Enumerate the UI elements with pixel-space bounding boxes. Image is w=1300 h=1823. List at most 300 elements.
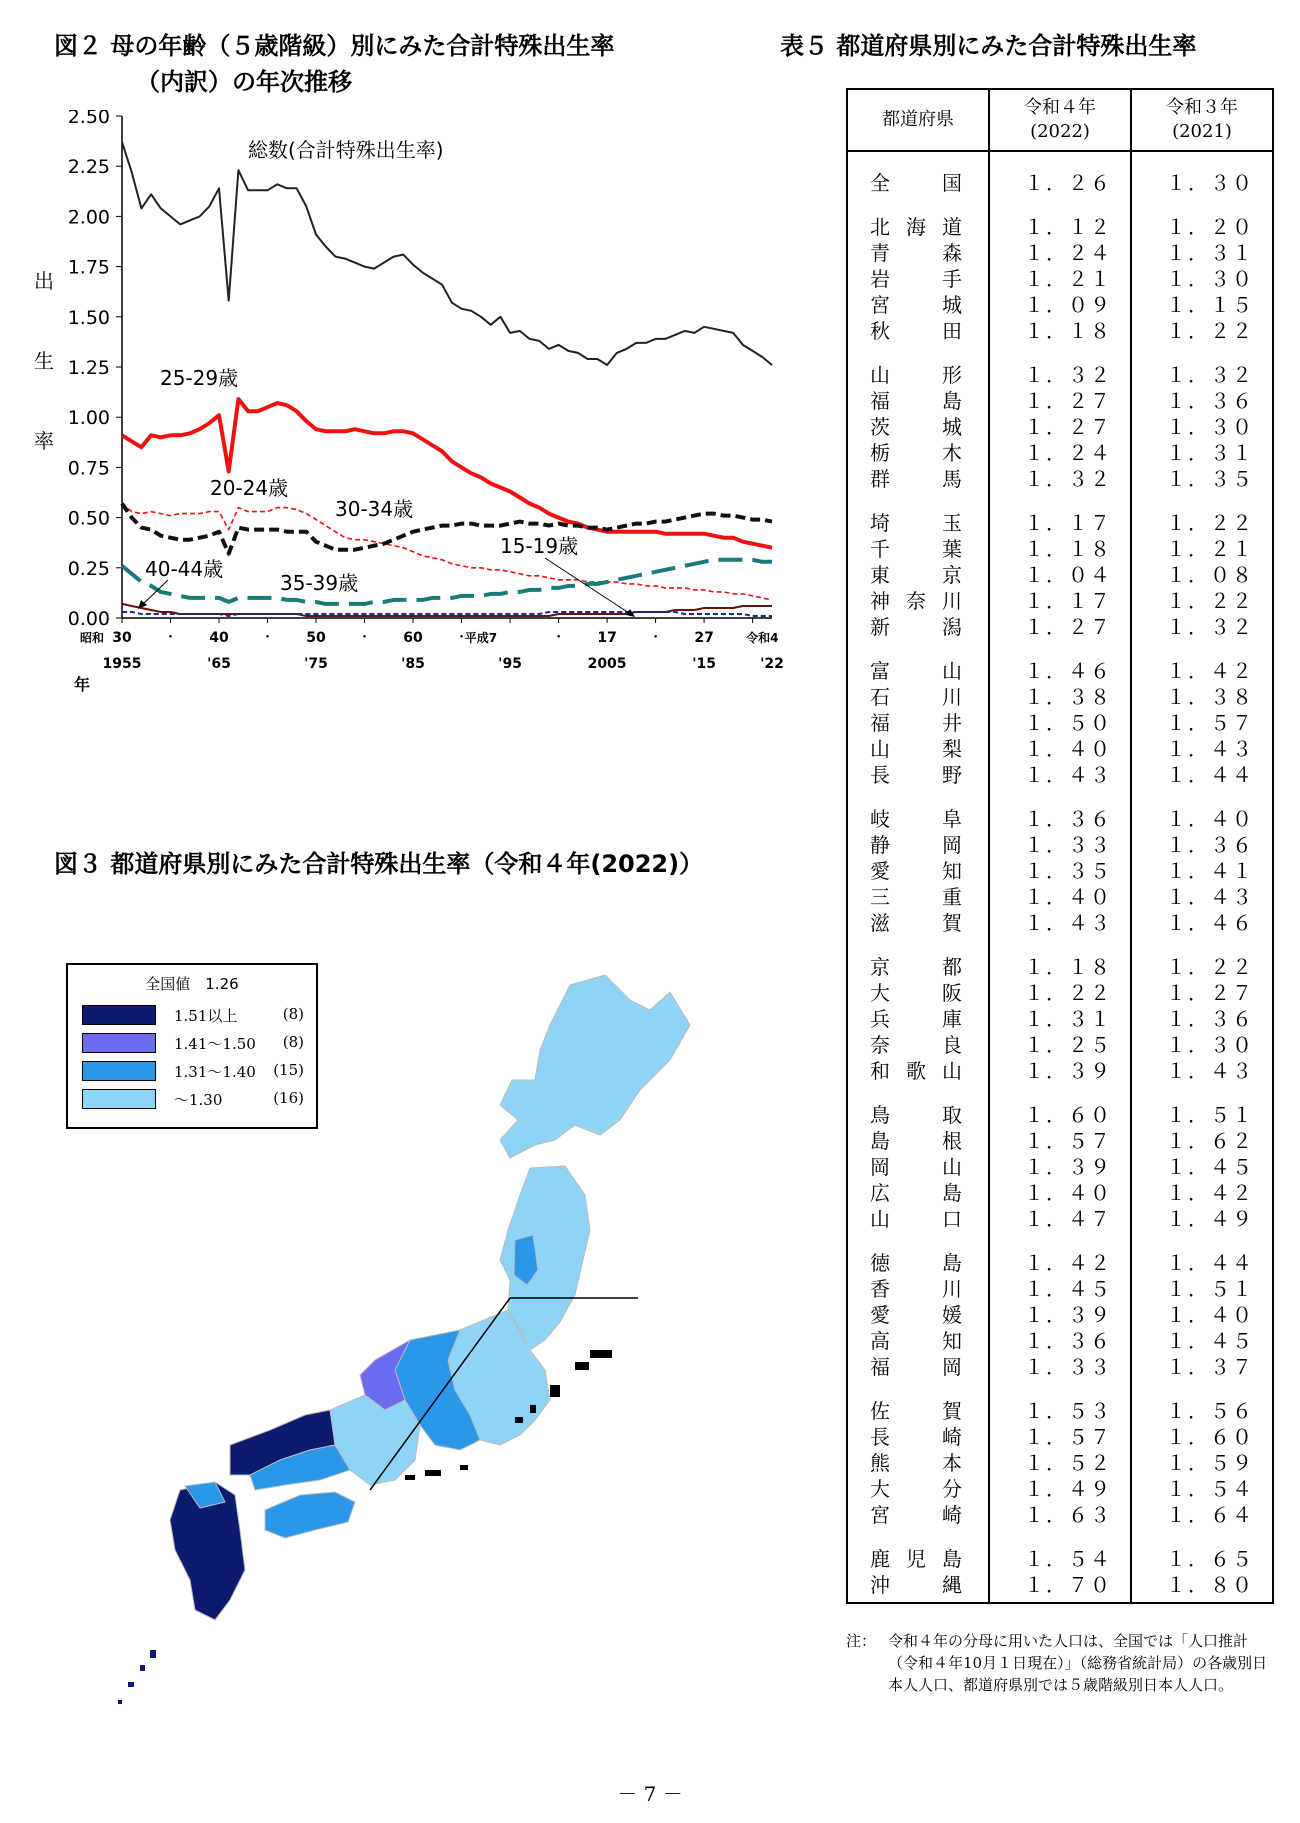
prefecture-name — [847, 710, 989, 736]
rate-2021: １．２２ — [1131, 510, 1273, 536]
legend-swatch — [82, 1005, 156, 1025]
x-tick-year-label: 2005 — [587, 656, 627, 672]
prefecture-char: 分 — [942, 1477, 962, 1501]
group-spacer — [847, 1528, 1273, 1546]
group-spacer — [847, 936, 1273, 954]
x-tick-dot: ・ — [260, 630, 275, 646]
prefecture-char: 川 — [942, 1277, 962, 1301]
prefecture-name — [847, 588, 989, 614]
table-row — [847, 1398, 1273, 1424]
rate-2022: １．３９ — [989, 1302, 1131, 1328]
x-tick-era-label: 平成7 — [464, 631, 498, 645]
x-tick-year-label: '75 — [304, 656, 328, 672]
legend-item — [82, 1061, 304, 1083]
prefecture-char: 三 — [870, 885, 890, 909]
prefecture-table-body — [847, 151, 1273, 1603]
rate-2021: １．２７ — [1131, 980, 1273, 1006]
rate-2022: １．３３ — [989, 832, 1131, 858]
prefecture-char: 愛 — [870, 1303, 890, 1327]
prefecture-char: 都 — [942, 955, 962, 979]
rate-2021: １．５６ — [1131, 1398, 1273, 1424]
prefecture-name — [847, 214, 989, 240]
prefecture-char: 静 — [870, 833, 890, 857]
prefecture-char: 兵 — [870, 1007, 890, 1031]
prefecture-name — [847, 1128, 989, 1154]
prefecture-name — [847, 292, 989, 318]
prefecture-name — [847, 318, 989, 344]
rate-2022: １．１７ — [989, 588, 1131, 614]
table-row — [847, 440, 1273, 466]
prefecture-char: 新 — [870, 615, 890, 639]
table-row — [847, 388, 1273, 414]
prefecture-char: 鹿 — [870, 1547, 890, 1571]
prefecture-char: 岡 — [942, 833, 962, 857]
rate-2021: １．５４ — [1131, 1476, 1273, 1502]
prefecture-name — [847, 658, 989, 684]
legend-count: (8) — [282, 1033, 304, 1051]
rate-2022: １．１８ — [989, 954, 1131, 980]
rate-2022: １．３９ — [989, 1154, 1131, 1180]
rate-2022: １．４０ — [989, 1180, 1131, 1206]
map-region-hokkaido — [500, 975, 690, 1158]
table-row — [847, 980, 1273, 1006]
legend-label: 1.41～1.50 — [174, 1035, 256, 1053]
table-row — [847, 1206, 1273, 1232]
rate-2021: １．２２ — [1131, 318, 1273, 344]
prefecture-name — [847, 536, 989, 562]
rate-2022: １．２７ — [989, 414, 1131, 440]
series-label: 40-44歳 — [145, 557, 224, 581]
prefecture-char: 国 — [942, 171, 962, 195]
table-row — [847, 684, 1273, 710]
prefecture-char: 岐 — [870, 807, 890, 831]
rate-2022: １．１２ — [989, 214, 1131, 240]
header-2022-year: (2022) — [1030, 121, 1090, 142]
x-tick-era-label: 昭和 — [79, 631, 105, 645]
table-row — [847, 1102, 1273, 1128]
x-tick-year-label: '85 — [401, 656, 425, 672]
series-line-total — [122, 142, 772, 365]
rate-2022: １．１７ — [989, 510, 1131, 536]
prefecture-name — [847, 1572, 989, 1603]
prefecture-char: 賀 — [942, 911, 962, 935]
prefecture-char: 高 — [870, 1329, 890, 1353]
prefecture-char: 城 — [942, 415, 962, 439]
page-number: － 7 － — [617, 1782, 683, 1806]
prefecture-char: 道 — [942, 215, 962, 239]
prefecture-char: 山 — [870, 363, 890, 387]
table-row — [847, 318, 1273, 344]
table-row — [847, 954, 1273, 980]
legend-label: ～1.30 — [174, 1091, 223, 1109]
prefecture-name — [847, 1450, 989, 1476]
prefecture-char: 全 — [870, 171, 890, 195]
prefecture-char: 井 — [942, 711, 962, 735]
table-row — [847, 1502, 1273, 1528]
rate-2021: １．３６ — [1131, 832, 1273, 858]
group-spacer — [847, 1380, 1273, 1398]
series-label: 35-39歳 — [280, 571, 359, 595]
header-2021-year: (2021) — [1172, 121, 1232, 142]
prefecture-char: 島 — [942, 1547, 962, 1571]
rate-2022: １．３２ — [989, 362, 1131, 388]
x-tick-dot: ・ — [648, 630, 663, 646]
prefecture-char: 崎 — [942, 1425, 962, 1449]
y-tick-label: 2.50 — [67, 110, 110, 128]
legend-count: (15) — [273, 1061, 304, 1079]
header-prefecture: 都道府県 — [847, 89, 989, 151]
table-row — [847, 910, 1273, 936]
prefecture-char: 森 — [942, 241, 962, 265]
table-row — [847, 762, 1273, 788]
prefecture-name — [847, 510, 989, 536]
prefecture-char: 川 — [942, 589, 962, 613]
prefecture-name — [847, 1546, 989, 1572]
group-spacer — [847, 788, 1273, 806]
rate-2022: １．５４ — [989, 1546, 1131, 1572]
legend-label: 1.31～1.40 — [174, 1063, 256, 1081]
rate-2021: １．２１ — [1131, 536, 1273, 562]
fig2-title-line1: 図２ 母の年齢（５歳階級）別にみた合計特殊出生率 — [54, 32, 615, 60]
prefecture-char: 海 — [906, 215, 926, 239]
group-spacer — [847, 1232, 1273, 1250]
prefecture-char: 口 — [942, 1207, 962, 1231]
prefecture-char: 長 — [870, 763, 890, 787]
y-axis-label-char: 生 — [34, 349, 54, 373]
map-region-shikoku — [265, 1492, 355, 1538]
rate-2022: １．５３ — [989, 1398, 1131, 1424]
prefecture-name — [847, 1006, 989, 1032]
rate-2021: １．４６ — [1131, 910, 1273, 936]
prefecture-char: 滋 — [870, 911, 890, 935]
x-tick-dot: ・ — [357, 630, 372, 646]
prefecture-char: 富 — [870, 659, 890, 683]
header-2021 — [1131, 89, 1273, 151]
rate-2021: １．３８ — [1131, 684, 1273, 710]
y-tick-label: 2.00 — [67, 206, 110, 229]
prefecture-char: 埼 — [870, 511, 890, 535]
x-tick-era-label: 27 — [694, 630, 714, 646]
prefecture-char: 群 — [870, 467, 890, 491]
table-row — [847, 614, 1273, 640]
prefecture-char: 沖 — [870, 1573, 890, 1597]
prefecture-char: 大 — [870, 981, 890, 1005]
fig3-title: 図３ 都道府県別にみた合計特殊出生率（令和４年(2022)） — [54, 850, 704, 878]
x-tick-dot: ・ — [163, 630, 178, 646]
table-row — [847, 1250, 1273, 1276]
group-spacer — [847, 151, 1273, 170]
rate-2021: １．５１ — [1131, 1276, 1273, 1302]
series-line-30-34 — [122, 504, 772, 554]
prefecture-name — [847, 980, 989, 1006]
rate-2021: １．３６ — [1131, 1006, 1273, 1032]
prefecture-char: 宮 — [870, 293, 890, 317]
prefecture-name — [847, 614, 989, 640]
x-tick-era-label: 17 — [597, 630, 617, 646]
table-row — [847, 1572, 1273, 1603]
x-tick-year-label: '65 — [207, 656, 231, 672]
prefecture-char: 和 — [870, 1059, 890, 1083]
prefecture-char: 潟 — [942, 615, 962, 639]
table-row — [847, 658, 1273, 684]
table-row — [847, 170, 1273, 196]
prefecture-name — [847, 736, 989, 762]
rate-2022: １．７０ — [989, 1572, 1131, 1603]
rate-2022: １．１８ — [989, 536, 1131, 562]
x-tick-era-label: 30 — [112, 630, 132, 646]
prefecture-char: 縄 — [942, 1573, 962, 1597]
rate-2022: １．０９ — [989, 292, 1131, 318]
prefecture-name — [847, 1180, 989, 1206]
prefecture-char: 島 — [942, 389, 962, 413]
table-row — [847, 1180, 1273, 1206]
prefecture-name — [847, 414, 989, 440]
prefecture-char: 青 — [870, 241, 890, 265]
rate-2022: １．５７ — [989, 1128, 1131, 1154]
legend-swatch — [82, 1061, 156, 1081]
table-row — [847, 806, 1273, 832]
prefecture-char: 奈 — [870, 1033, 890, 1057]
rate-2021: １．４３ — [1131, 884, 1273, 910]
prefecture-name — [847, 1032, 989, 1058]
x-tick-dot: ・ — [551, 630, 566, 646]
prefecture-char: 城 — [942, 293, 962, 317]
prefecture-name — [847, 1354, 989, 1380]
table5-title: 表５ 都道府県別にみた合計特殊出生率 — [780, 32, 1197, 60]
group-spacer — [847, 640, 1273, 658]
prefecture-char: 徳 — [870, 1251, 890, 1275]
prefecture-name — [847, 362, 989, 388]
x-tick-year-label: '22 — [760, 656, 784, 672]
rate-2021: １．３０ — [1131, 266, 1273, 292]
rate-2022: １．５０ — [989, 710, 1131, 736]
rate-2022: １．２７ — [989, 388, 1131, 414]
prefecture-name — [847, 806, 989, 832]
prefecture-name — [847, 1398, 989, 1424]
table-row — [847, 1546, 1273, 1572]
rate-2022: １．６０ — [989, 1102, 1131, 1128]
prefecture-char: 山 — [942, 659, 962, 683]
y-tick-label: 1.50 — [67, 306, 110, 329]
prefecture-char: 良 — [942, 1033, 962, 1057]
table-row — [847, 292, 1273, 318]
prefecture-name — [847, 388, 989, 414]
rate-2022: １．４０ — [989, 884, 1131, 910]
table-row — [847, 214, 1273, 240]
x-axis-label: 年 — [73, 675, 91, 694]
rate-2022: １．４５ — [989, 1276, 1131, 1302]
prefecture-char: 媛 — [942, 1303, 962, 1327]
prefecture-char: 京 — [870, 955, 890, 979]
prefecture-char: 秋 — [870, 319, 890, 343]
rate-2022: １．２４ — [989, 440, 1131, 466]
prefecture-char: 福 — [870, 711, 890, 735]
rate-2022: １．４６ — [989, 658, 1131, 684]
prefecture-char: 神 — [870, 589, 890, 613]
y-axis-label-char: 率 — [34, 429, 54, 453]
prefecture-char: 手 — [942, 267, 962, 291]
prefecture-char: 根 — [942, 1129, 962, 1153]
prefecture-name — [847, 1302, 989, 1328]
prefecture-name — [847, 1102, 989, 1128]
rate-2021: １．３６ — [1131, 388, 1273, 414]
rate-2022: １．２７ — [989, 614, 1131, 640]
prefecture-name — [847, 440, 989, 466]
x-tick-year-label: '95 — [498, 656, 522, 672]
series-line-20-24 — [122, 504, 772, 600]
x-tick-era-label: 40 — [209, 630, 229, 646]
prefecture-char: 重 — [942, 885, 962, 909]
rate-2022: １．３５ — [989, 858, 1131, 884]
rate-2021: １．３０ — [1131, 1032, 1273, 1058]
x-tick-year-label: '15 — [692, 656, 716, 672]
prefecture-name — [847, 1276, 989, 1302]
fig2-title-line2: （内訳）の年次推移 — [136, 68, 352, 96]
table-row — [847, 414, 1273, 440]
rate-2022: １．４２ — [989, 1250, 1131, 1276]
group-spacer — [847, 196, 1273, 214]
prefecture-char: 大 — [870, 1477, 890, 1501]
y-tick-label: 0.75 — [67, 457, 110, 480]
prefecture-char: 賀 — [942, 1399, 962, 1423]
prefecture-name — [847, 1502, 989, 1528]
prefecture-char: 葉 — [942, 537, 962, 561]
prefecture-char: 山 — [870, 1207, 890, 1231]
prefecture-char: 知 — [942, 859, 962, 883]
series-label: 総数(合計特殊出生率) — [248, 138, 444, 162]
rate-2022: １．２５ — [989, 1032, 1131, 1058]
prefecture-char: 鳥 — [870, 1103, 890, 1127]
prefecture-char: 本 — [942, 1451, 962, 1475]
rate-2021: １．３１ — [1131, 240, 1273, 266]
rate-2022: １．３３ — [989, 1354, 1131, 1380]
prefecture-char: 馬 — [942, 467, 962, 491]
table-row — [847, 1032, 1273, 1058]
rate-2022: １．０４ — [989, 562, 1131, 588]
x-tick-era-label: 50 — [306, 630, 326, 646]
prefecture-char: 千 — [870, 537, 890, 561]
prefecture-char: 東 — [870, 563, 890, 587]
prefecture-char: 奈 — [906, 589, 926, 613]
legend-item — [82, 1005, 304, 1027]
prefecture-char: 山 — [870, 737, 890, 761]
series-label: 30-34歳 — [335, 497, 414, 521]
rate-2021: １．２２ — [1131, 588, 1273, 614]
prefecture-name — [847, 1206, 989, 1232]
rate-2021: １．４３ — [1131, 1058, 1273, 1084]
y-tick-label: 2.25 — [67, 156, 110, 179]
prefecture-char: 福 — [870, 1355, 890, 1379]
rate-2021: １．４９ — [1131, 1206, 1273, 1232]
y-tick-label: 0.00 — [67, 608, 110, 630]
rate-2021: １．３０ — [1131, 170, 1273, 196]
rate-2021: １．８０ — [1131, 1572, 1273, 1603]
prefecture-char: 取 — [942, 1103, 962, 1127]
prefecture-char: 梨 — [942, 737, 962, 761]
rate-2021: １．３７ — [1131, 1354, 1273, 1380]
rate-2021: １．５９ — [1131, 1450, 1273, 1476]
rate-2022: １．３８ — [989, 684, 1131, 710]
prefecture-name — [847, 858, 989, 884]
table-row — [847, 1302, 1273, 1328]
table-row — [847, 240, 1273, 266]
y-tick-label: 1.75 — [67, 256, 110, 279]
rate-2022: １．３２ — [989, 466, 1131, 492]
table-row — [847, 884, 1273, 910]
table-row — [847, 362, 1273, 388]
prefecture-char: 福 — [870, 389, 890, 413]
y-axis-label-char: 出 — [34, 269, 54, 293]
prefecture-name — [847, 170, 989, 196]
prefecture-char: 玉 — [942, 511, 962, 535]
rate-2022: １．２６ — [989, 170, 1131, 196]
prefecture-char: 宮 — [870, 1503, 890, 1527]
legend-item — [82, 1089, 304, 1111]
rate-2021: １．４４ — [1131, 1250, 1273, 1276]
prefecture-name — [847, 1424, 989, 1450]
rate-2021: １．３１ — [1131, 440, 1273, 466]
map-islands — [118, 1650, 156, 1704]
rate-2022: １．５２ — [989, 1450, 1131, 1476]
table-row — [847, 266, 1273, 292]
rate-2021: １．４３ — [1131, 736, 1273, 762]
prefecture-char: 岡 — [942, 1355, 962, 1379]
prefecture-name — [847, 1154, 989, 1180]
header-2022 — [989, 89, 1131, 151]
series-label: 25-29歳 — [160, 366, 239, 390]
rate-2021: １．１５ — [1131, 292, 1273, 318]
table-row — [847, 1154, 1273, 1180]
table-row — [847, 1328, 1273, 1354]
x-tick-dot: ・ — [454, 630, 469, 646]
prefecture-name — [847, 266, 989, 292]
prefecture-char: 香 — [870, 1277, 890, 1301]
rate-2021: １．４１ — [1131, 858, 1273, 884]
table-row — [847, 536, 1273, 562]
legend-swatch — [82, 1089, 156, 1109]
prefecture-name — [847, 1058, 989, 1084]
rate-2021: １．６５ — [1131, 1546, 1273, 1572]
rate-2022: １．４９ — [989, 1476, 1131, 1502]
prefecture-char: 愛 — [870, 859, 890, 883]
x-tick-era-label: 令和4 — [746, 631, 779, 645]
rate-2022: １．３６ — [989, 1328, 1131, 1354]
rate-2022: １．６３ — [989, 1502, 1131, 1528]
rate-2021: １．２０ — [1131, 214, 1273, 240]
map-legend — [66, 963, 318, 1129]
rate-2021: １．４２ — [1131, 658, 1273, 684]
prefecture-char: 佐 — [870, 1399, 890, 1423]
prefecture-char: 岡 — [870, 1155, 890, 1179]
rate-2021: １．４２ — [1131, 1180, 1273, 1206]
rate-2021: １．４４ — [1131, 762, 1273, 788]
prefecture-char: 北 — [870, 215, 890, 239]
rate-2021: １．５７ — [1131, 710, 1273, 736]
rate-2022: １．４３ — [989, 762, 1131, 788]
prefecture-char: 阪 — [942, 981, 962, 1005]
prefecture-char: 島 — [942, 1181, 962, 1205]
prefecture-table — [846, 88, 1274, 1604]
prefecture-char: 田 — [942, 319, 962, 343]
rate-2021: １．４０ — [1131, 806, 1273, 832]
prefecture-name — [847, 884, 989, 910]
prefecture-char: 野 — [942, 763, 962, 787]
prefecture-name — [847, 1250, 989, 1276]
rate-2022: １．５７ — [989, 1424, 1131, 1450]
prefecture-name — [847, 240, 989, 266]
rate-2021: １．３０ — [1131, 414, 1273, 440]
prefecture-char: 京 — [942, 563, 962, 587]
